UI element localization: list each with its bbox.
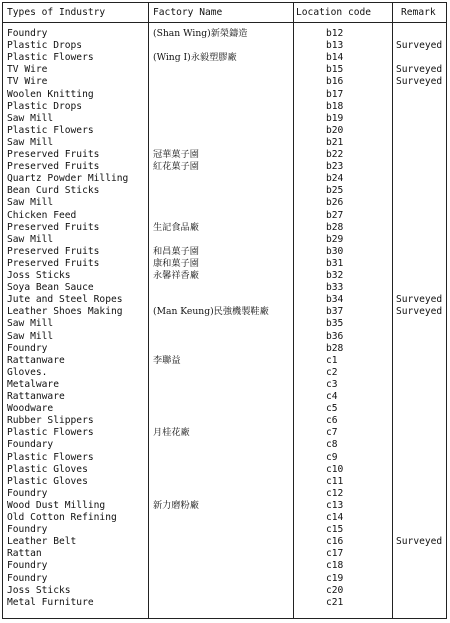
location-code-cell: b29 xyxy=(326,233,344,245)
industry-table xyxy=(2,2,447,619)
industry-cell: Foundry xyxy=(7,342,48,354)
location-code-cell: c9 xyxy=(326,451,338,463)
location-code-cell: c8 xyxy=(326,439,338,451)
industry-cell: Saw Mill xyxy=(7,112,54,124)
location-code-cell: c7 xyxy=(326,427,338,439)
industry-cell: Rattanware xyxy=(7,391,65,402)
industry-cell: Chicken Feed xyxy=(7,209,77,221)
industry-cell: Joss Sticks xyxy=(7,270,71,281)
industry-cell: Leather Shoes Making xyxy=(7,306,123,318)
location-code-cell: b32 xyxy=(326,270,344,281)
location-code-cell: b31 xyxy=(326,257,344,269)
location-code-cell: c17 xyxy=(326,548,344,560)
location-code-cell: b34 xyxy=(326,294,344,306)
location-code-cell: c11 xyxy=(326,475,344,487)
industry-cell: Foundary xyxy=(7,439,54,451)
location-code-cell: c3 xyxy=(326,378,338,390)
location-code-cell: c18 xyxy=(326,560,344,572)
location-code-cell: c16 xyxy=(326,536,344,548)
location-code-cell: b19 xyxy=(326,112,344,124)
industry-cell: Foundry xyxy=(7,560,48,572)
industry-cell: Saw Mill xyxy=(7,330,54,342)
location-code-cell: b13 xyxy=(326,40,344,52)
industry-cell: Plastic Flowers xyxy=(7,52,94,64)
industry-cell: Joss Sticks xyxy=(7,584,71,596)
header-remark: Remark xyxy=(401,7,436,18)
factory-name-cell: 康和菓子園 xyxy=(153,257,199,269)
industry-cell: Old Cotton Refining xyxy=(7,512,117,523)
remark-cell: Surveyed xyxy=(396,294,443,306)
factory-name-cell: 月桂花廠 xyxy=(153,427,190,439)
industry-cell: TV Wire xyxy=(7,64,48,76)
location-code-cell: b18 xyxy=(326,100,344,112)
location-code-cell: c5 xyxy=(326,403,338,415)
location-code-cell: b33 xyxy=(326,282,344,294)
location-code-cell: b17 xyxy=(326,88,344,100)
industry-cell: Woolen Knitting xyxy=(7,88,94,100)
location-code-cell: b23 xyxy=(326,161,344,173)
location-code-cell: c21 xyxy=(326,596,344,608)
location-code-cell: b12 xyxy=(326,28,344,39)
industry-cell: Plastic Flowers xyxy=(7,451,94,463)
factory-name-cell: 和昌菓子園 xyxy=(153,245,199,257)
location-code-cell: b35 xyxy=(326,318,344,330)
remark-cell: Surveyed xyxy=(396,64,443,76)
industry-cell: Plastic Gloves xyxy=(7,463,88,475)
location-code-cell: c6 xyxy=(326,415,338,427)
industry-cell: Soya Bean Sauce xyxy=(7,282,94,294)
factory-name-cell: 生記食品廠 xyxy=(153,221,199,233)
industry-cell: TV Wire xyxy=(7,76,48,88)
header-divider xyxy=(3,22,446,23)
remark-cell: Surveyed xyxy=(396,76,443,88)
industry-cell: Foundry xyxy=(7,487,48,499)
industry-cell: Jute and Steel Ropes xyxy=(7,294,123,306)
industry-cell: Plastic Flowers xyxy=(7,124,94,136)
remark-cell: Surveyed xyxy=(396,536,443,548)
location-code-cell: b28 xyxy=(326,342,344,354)
industry-cell: Rattanware xyxy=(7,354,65,366)
industry-cell: Rattan xyxy=(7,548,42,560)
header-factory: Factory Name xyxy=(153,7,223,18)
location-code-cell: b37 xyxy=(326,306,344,318)
location-code-cell: b36 xyxy=(326,330,344,342)
industry-cell: Leather Belt xyxy=(7,536,77,548)
location-code-cell: c15 xyxy=(326,524,344,536)
industry-cell: Plastic Gloves xyxy=(7,475,88,487)
location-code-cell: b27 xyxy=(326,209,344,221)
header-location: Location code xyxy=(296,7,372,18)
location-code-cell: c14 xyxy=(326,512,344,523)
factory-name-cell: (Shan Wing)新榮鑄造 xyxy=(153,28,248,39)
factory-name-cell: 冠華菓子園 xyxy=(153,149,199,160)
industry-cell: Metalware xyxy=(7,378,59,390)
industry-cell: Preserved Fruits xyxy=(7,245,100,257)
factory-name-cell: 新力磨粉廠 xyxy=(153,499,199,511)
location-code-cell: b15 xyxy=(326,64,344,76)
remark-cell: Surveyed xyxy=(396,306,443,318)
location-code-cell: b30 xyxy=(326,245,344,257)
industry-cell: Saw Mill xyxy=(7,318,54,330)
location-code-cell: c2 xyxy=(326,366,338,378)
industry-cell: Foundry xyxy=(7,524,48,536)
location-code-cell: b28 xyxy=(326,221,344,233)
remark-cell: Surveyed xyxy=(396,40,443,52)
location-code-cell: b22 xyxy=(326,149,344,160)
location-code-cell: c20 xyxy=(326,584,344,596)
column-divider xyxy=(293,3,294,618)
industry-cell: Bean Curd Sticks xyxy=(7,185,100,197)
location-code-cell: b21 xyxy=(326,136,344,148)
industry-cell: Preserved Fruits xyxy=(7,257,100,269)
industry-cell: Saw Mill xyxy=(7,197,54,209)
location-code-cell: c4 xyxy=(326,391,338,402)
factory-name-cell: 永馨祥香廠 xyxy=(153,270,199,281)
industry-cell: Metal Furniture xyxy=(7,596,94,608)
industry-cell: Preserved Fruits xyxy=(7,149,100,160)
factory-name-cell: 李聯益 xyxy=(153,354,181,366)
industry-cell: Rubber Slippers xyxy=(7,415,94,427)
factory-name-cell: 紅花菓子園 xyxy=(153,161,199,173)
location-code-cell: c1 xyxy=(326,354,338,366)
location-code-cell: c19 xyxy=(326,572,344,584)
factory-name-cell: (Wing I)永毅塑膠廠 xyxy=(153,52,237,64)
location-code-cell: b25 xyxy=(326,185,344,197)
column-divider xyxy=(392,3,393,618)
industry-cell: Preserved Fruits xyxy=(7,161,100,173)
industry-cell: Plastic Drops xyxy=(7,100,83,112)
industry-cell: Saw Mill xyxy=(7,233,54,245)
factory-name-cell: (Man Keung)民強機製鞋廠 xyxy=(153,306,269,318)
industry-cell: Foundry xyxy=(7,572,48,584)
industry-cell: Plastic Flowers xyxy=(7,427,94,439)
industry-cell: Woodware xyxy=(7,403,54,415)
location-code-cell: b26 xyxy=(326,197,344,209)
industry-cell: Wood Dust Milling xyxy=(7,499,106,511)
location-code-cell: b20 xyxy=(326,124,344,136)
location-code-cell: c10 xyxy=(326,463,344,475)
location-code-cell: b14 xyxy=(326,52,344,64)
industry-cell: Quartz Powder Milling xyxy=(7,173,129,185)
industry-cell: Preserved Fruits xyxy=(7,221,100,233)
location-code-cell: b24 xyxy=(326,173,344,185)
industry-cell: Saw Mill xyxy=(7,136,54,148)
location-code-cell: c12 xyxy=(326,487,344,499)
header-industry: Types of Industry xyxy=(7,7,106,18)
column-divider xyxy=(148,3,149,618)
industry-cell: Foundry xyxy=(7,28,48,39)
industry-cell: Gloves. xyxy=(7,366,48,378)
industry-cell: Plastic Drops xyxy=(7,40,83,52)
location-code-cell: c13 xyxy=(326,499,344,511)
location-code-cell: b16 xyxy=(326,76,344,88)
